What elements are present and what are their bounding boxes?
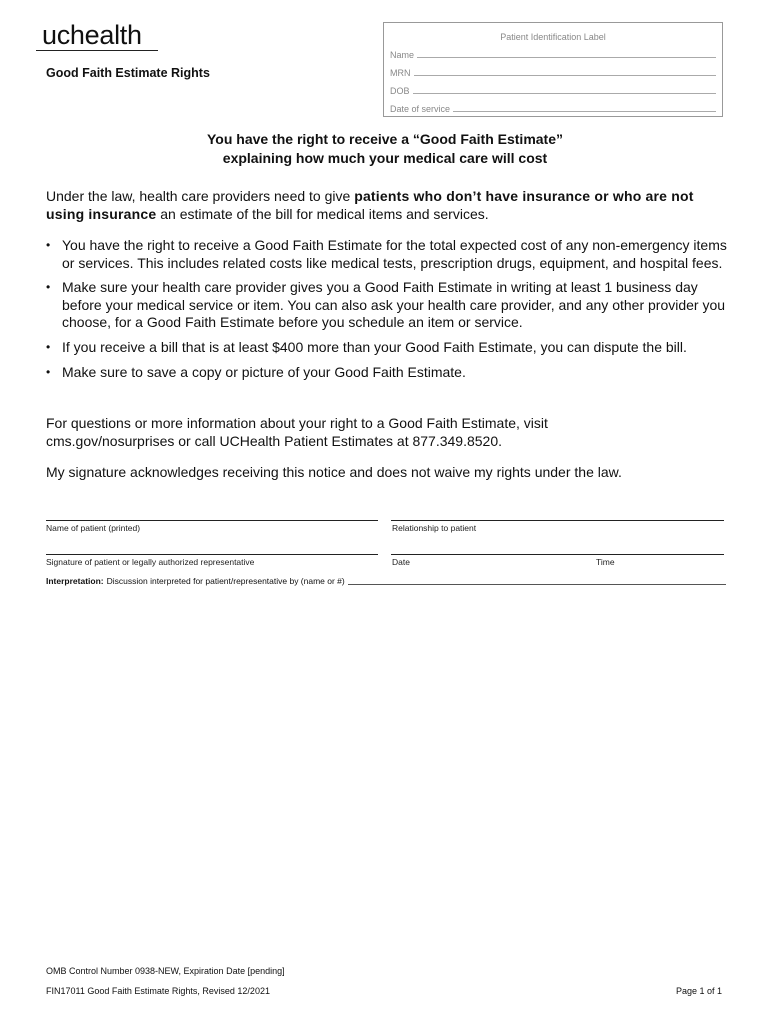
logo-text: uchealth: [42, 20, 142, 50]
omb-control-number: OMB Control Number 0938-NEW, Expiration Date [pending]: [46, 966, 285, 976]
relationship-label: Relationship to patient: [392, 523, 477, 533]
interpretation-fill-line[interactable]: [348, 576, 726, 585]
relationship-signature-line[interactable]: [391, 520, 724, 521]
bullet-dot-icon: •: [46, 280, 51, 295]
bullet-text: If you receive a bill that is at least $400 more than your Good Faith Estimate, you can dispute the bill.: [62, 338, 687, 355]
bullet-item: [46, 279, 736, 332]
bullet-item: [46, 364, 736, 382]
logo-underline: [36, 50, 158, 51]
bullet-dot-icon: •: [46, 364, 51, 379]
interpretation-text: Discussion interpreted for patient/representative by (name or #): [106, 576, 345, 586]
patient-name-signature-line[interactable]: [46, 520, 378, 521]
bullet-text: You have the right to receive a Good Faith Estimate for the total expected cost of any non-emergency items or services. This includes related costs like medical tests, prescription drugs, equipment, and hospital fees.: [62, 237, 727, 271]
patient-id-label-box: [383, 22, 723, 117]
signature-label: Signature of patient or legally authorized representative: [46, 557, 255, 567]
bullet-item: [46, 237, 736, 272]
patient-name-printed-label: Name of patient (printed): [46, 523, 141, 533]
form-title: Good Faith Estimate Rights: [46, 66, 210, 80]
patient-dob-field[interactable]: [390, 83, 716, 96]
headline-line-2: explaining how much your medical care will cost: [222, 150, 548, 166]
bullet-text: Make sure to save a copy or picture of your Good Faith Estimate.: [62, 363, 466, 380]
patient-dob-label: DOB: [390, 86, 410, 96]
questions-line-2: cms.gov/nosurprises or call UCHealth Patient Estimates at 877.349.8520.: [46, 433, 503, 449]
date-of-service-field[interactable]: [390, 101, 716, 114]
questions-line-1: For questions or more information about your right to a Good Faith Estimate, visit: [46, 415, 548, 431]
patient-id-label-title: Patient Identification Label: [500, 32, 606, 42]
headline-line-1: You have the right to receive a “Good Faith Estimate”: [206, 131, 564, 147]
intro-bold: patients who don’t have insurance or who are not using insurance: [46, 188, 694, 222]
interpretation-label: Interpretation:: [46, 576, 104, 586]
bullet-item: [46, 339, 736, 357]
patient-name-label: Name: [390, 50, 415, 60]
intro-after: an estimate of the bill for medical items and services.: [156, 206, 489, 222]
form-id: FIN17011 Good Faith Estimate Rights, Revised 12/2021: [46, 986, 270, 996]
date-label: Date: [392, 557, 410, 567]
signature-line[interactable]: [46, 554, 378, 555]
bullet-dot-icon: •: [46, 339, 51, 354]
patient-name-field[interactable]: [390, 47, 716, 60]
page-number: Page 1 of 1: [676, 986, 723, 996]
page-headline: [40, 130, 730, 168]
bullet-text: Make sure your health care provider gives you a Good Faith Estimate in writing at least 1 business day before your medical service or item. You can also ask your health care provider, and any other provider you choose, for a Good Faith Estimate before you schedule an item or service.: [62, 279, 726, 331]
date-of-service-label: Date of service: [390, 104, 451, 114]
rights-bullet-list: [46, 237, 736, 388]
interpretation-field[interactable]: [46, 576, 726, 586]
date-time-line[interactable]: [391, 554, 724, 555]
acknowledgement-text: My signature acknowledges receiving this notice and does not waive my rights under the law.: [46, 464, 622, 480]
intro-paragraph: [46, 187, 736, 223]
patient-mrn-field[interactable]: [390, 65, 716, 78]
questions-paragraph: [46, 414, 736, 450]
intro-before: Under the law, health care providers need to give: [46, 188, 355, 204]
uchealth-logo: [36, 20, 161, 56]
patient-mrn-label: MRN: [390, 68, 411, 78]
time-label: Time: [596, 557, 615, 567]
bullet-dot-icon: •: [46, 238, 51, 252]
